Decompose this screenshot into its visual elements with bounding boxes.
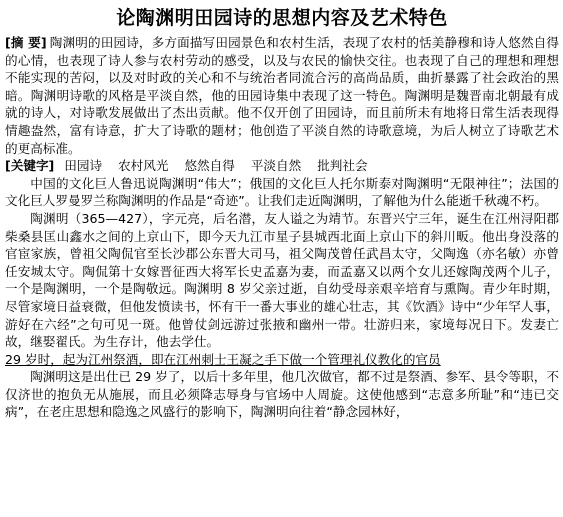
keyword-item: 批判社会 xyxy=(317,158,368,174)
body-paragraph-2 xyxy=(5,210,559,368)
keyword-item: 田园诗 xyxy=(64,158,103,174)
keywords-line xyxy=(5,157,559,175)
keyword-item: 农村风光 xyxy=(118,158,169,174)
abstract-paragraph xyxy=(5,34,559,157)
keyword-item: 平淡自然 xyxy=(250,158,302,174)
abstract-label: [摘 要] xyxy=(5,35,47,50)
body-paragraph-1: 中国的文化巨人鲁迅说陶渊明“伟大”；俄国的文化巨人托尔斯泰对陶渊明“无限神往”；法国的文化巨人罗曼罗兰称陶渊明的作品是“奇迹”。让我们走近陶渊明，了解他为什么能逝千秋魂不朽。 xyxy=(5,175,559,209)
page-title: 论陶渊明田园诗的思想内容及艺术特色 xyxy=(116,7,448,29)
abstract-text: 陶渊明的田园诗，多方面描写田园景色和农村生活，表现了农村的恬美静穆和诗人悠然自得的心情，也表现了诗人参与农村劳动的感受，以及与农民的愉快交往。也表现了自己的理想和理想不能实现的苦闷，以及对时政的关心和不与统治者同流合污的高尚品质，曲折暴露了社会政治的黑暗。陶渊明诗歌的风格是平淡自然，他的田园诗集中表现了这一特色。陶渊明是魏晋南北朝最有成就的诗人，对诗歌发展做出了杰出贡献。他不仅开创了田园诗，而且前所未有地将日常生活表现得情趣盎然，富有诗意，扩大了诗歌的题材；他创造了平淡自然的诗歌意境，为后人树立了诗歌艺术的更高标准。 xyxy=(5,35,560,156)
keywords-label: [关键字] xyxy=(5,158,55,174)
body-paragraph-2-underlined-line: 29 岁时，起为江州祭酒，即在江州刺士王凝之手下做一个管理礼仪教化的官员 xyxy=(5,351,441,367)
body-paragraph-3: 陶渊明这是出仕已 29 岁了，以后十多年里，他几次做官，都不过是祭酒、参军、县令等职，不仅济世的抱负无从施展，而且必须降志辱身与官场中人周旋。这使他感到“志意多所耻”和“违已交病”，在老庄思想和隐逸之风盛行的影响下，陶渊明向往着“静念园林好， xyxy=(5,369,559,420)
keyword-item: 悠然自得 xyxy=(184,158,235,174)
body-paragraph-2-text: 陶渊明（365—427），字元亮，后名潜，友人谥之为靖节。东晋兴宁三年，诞生在江州浔阳郡柴桑县匡山鑫水之间的上京山下，即今天九江市星子县城西北面上京山下的斜川畈。他出身没落的官宦家族，曾祖父陶侃官至长沙郡公东晋大司马，祖父陶茂曾任武昌太守，父陶逸（亦名敏）亦曾任安城太守。陶侃第十女嫁晋征西大将军长史孟嘉为妻，而孟嘉又以两个女儿还嫁陶茂两个儿子，一个是陶渊明，一个是陶敬远。陶渊明 8 岁父亲过逝，自幼受母亲艰辛培育与熏陶。青少年时期，尽管家境日益衰微，但他发愤读书，怀有干一番大事业的雄心壮志，其《饮酒》诗中“少年罕人事，游好在六经”之句可见一斑。他曾仗剑远游过张掖和幽州一带。壮游归来，家境每况日下。发妻亡故，继娶翟氏。为生存计，他去学仕。 xyxy=(5,210,559,350)
